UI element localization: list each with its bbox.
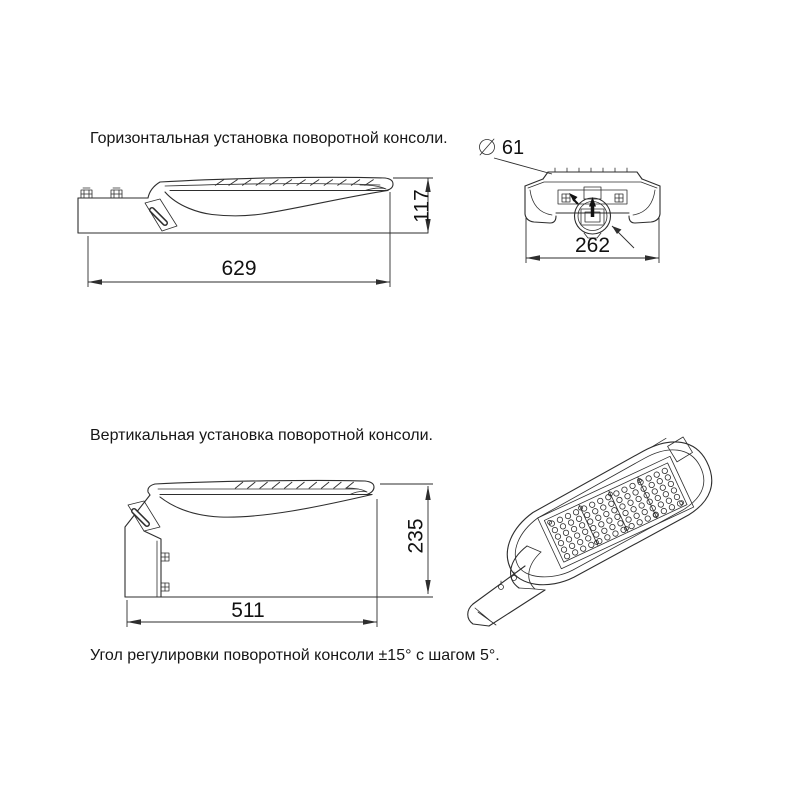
tube-right-edge (144, 531, 161, 597)
horizontal-end-view-drawing (470, 128, 695, 268)
arm-end-cap (468, 604, 489, 626)
adjustment-angle-note: Угол регулировки поворотной консоли ±15° с шагом 5°. (90, 647, 500, 664)
dim-arrow-left (127, 619, 141, 624)
dim-label-511: 511 (231, 599, 265, 622)
lamp-side-outline-vertical (125, 480, 374, 597)
fin-hatching (235, 482, 354, 489)
arm-bolts (499, 572, 517, 590)
horizontal-side-view-drawing (60, 158, 455, 293)
top-slopes (525, 179, 660, 186)
dim-arrow-left (88, 279, 102, 284)
right-flange (629, 214, 660, 223)
top-plate (543, 172, 642, 179)
arm-bolt (81, 188, 92, 198)
dim-label-262: 262 (574, 234, 611, 257)
dim-arrow-right (645, 255, 659, 260)
left-flange (525, 214, 556, 223)
head-outer-rim (489, 429, 727, 601)
dim-label-235: 235 (404, 518, 428, 554)
dim-label-61: 61 (501, 137, 525, 159)
dimension-diameter-61 (480, 137, 635, 248)
dimension-629 (88, 192, 390, 287)
clamp-strap-inner (529, 552, 541, 589)
fin-band-line (165, 184, 380, 186)
leader-line (494, 158, 552, 174)
lamp-head-3d (488, 427, 727, 600)
tube-bolt (161, 553, 169, 561)
head-tip (365, 481, 374, 495)
perspective-view-drawing (443, 428, 753, 638)
dimension-511 (127, 599, 377, 627)
dim-arrow-right (363, 619, 377, 624)
head-bottom-curve (165, 191, 388, 216)
head-inner-rim (499, 438, 717, 590)
arm-tube-bottom (489, 590, 545, 626)
dim-arrow-right (376, 279, 390, 284)
dim-arrow-bottom (425, 580, 430, 594)
dim-arrow-top (425, 486, 430, 500)
vertical-side-view-drawing (88, 455, 450, 635)
head-top-edge (155, 480, 365, 484)
module-dividers (579, 477, 657, 546)
tube-bolt (161, 583, 169, 591)
dim-arrow-left (526, 255, 540, 260)
head-tip (385, 178, 393, 191)
fin-hatching (215, 180, 374, 186)
head-top-edge (148, 177, 385, 198)
lamp-side-outline (78, 177, 428, 233)
mounting-arm-3d (468, 546, 545, 626)
dimension-117 (393, 178, 433, 233)
dimension-235 (161, 484, 433, 627)
end-cap-ridges (475, 608, 496, 625)
tip-detail (360, 185, 386, 191)
head-bottom-curve (160, 495, 372, 518)
hinge-bracket (128, 501, 160, 531)
dim-label-629: 629 (221, 257, 257, 280)
dim-label-117: 117 (410, 189, 434, 223)
arm-bolt (111, 188, 122, 198)
fin-ticks (555, 168, 627, 172)
vertical-install-title: Вертикальная установка поворотной консоли. (90, 427, 433, 444)
horizontal-install-title: Горизонтальная установка поворотной консоли. (90, 130, 448, 147)
lamp-end-outline (525, 168, 660, 238)
leader-arrow-head (612, 226, 622, 234)
head-nose (148, 484, 155, 495)
